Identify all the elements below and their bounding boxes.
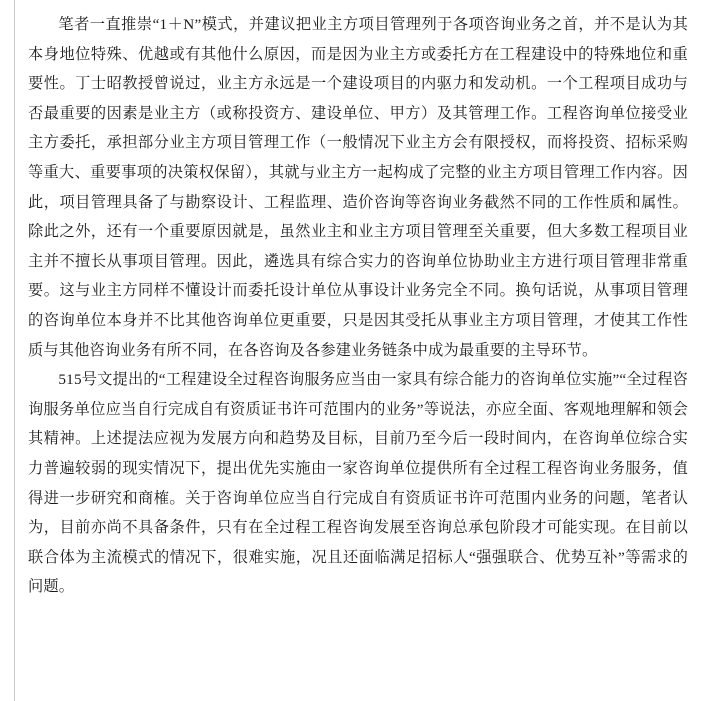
page-left-margin-rule — [14, 0, 15, 701]
paragraph-2: 515号文提出的“工程建设全过程咨询服务应当由一家具有综合能力的咨询单位实施”“全过程咨询服务单位应当自行完成自有资质证书许可范围内的业务”等说法，亦应全面、客观地理解和领会其精神。上述提法应视为发展方向和趋势及目标，目前乃至今后一段时间内，在咨询单位综合实力普遍较弱的现实情况下，提出优先实施由一家咨询单位提供所有全过程工程咨询业务服务，值得进一步研究和商榷。关于咨询单位应当自行完成自有资质证书许可范围内业务的问题，笔者认为，目前亦尚不具备条件，只有在全过程工程咨询发展至咨询总承包阶段才可能实现。在目前以联合体为主流模式的情况下，很难实施，况且还面临满足招标人“强强联合、优势互补”等需求的问题。 — [28, 371, 688, 596]
paragraph-1: 笔者一直推崇“1＋N”模式，并建议把业主方项目管理列于各项咨询业务之首，并不是认为其本身地位特殊、优越或有其他什么原因，而是因为业主方或委托方在工程建设中的特殊地位和重要性。丁士昭教授曾说过，业主方永远是一个建设项目的内驱力和发动机。一个工程项目成功与否最重要的因素是业主方（或称投资方、建设单位、甲方）及其管理工作。工程咨询单位接受业主方委托，承担部分业主方项目管理工作（一般情况下业主方会有限授权，而将投资、招标采购等重大、重要事项的决策权保留），其就与业主方一起构成了完整的业主方项目管理工作内容。因此，项目管理具备了与勘察设计、工程监理、造价咨询等咨询业务截然不同的工作性质和属性。除此之外，还有一个重要原因就是，虽然业主和业主方项目管理至关重要，但大多数工程项目业主并不擅长从事项目管理。因此，遴选具有综合实力的咨询单位协助业主方进行项目管理非常重要。这与业主方同样不懂设计而委托设计单位从事设计业务完全不同。换句话说，从事项目管理的咨询单位本身并不比其他咨询单位更重要，只是因其受托从事业主方项目管理，才使其工作性质与其他咨询业务有所不同，在各咨询及各参建业务链条中成为最重要的主导环节。 — [28, 16, 688, 359]
document-body — [28, 10, 688, 602]
